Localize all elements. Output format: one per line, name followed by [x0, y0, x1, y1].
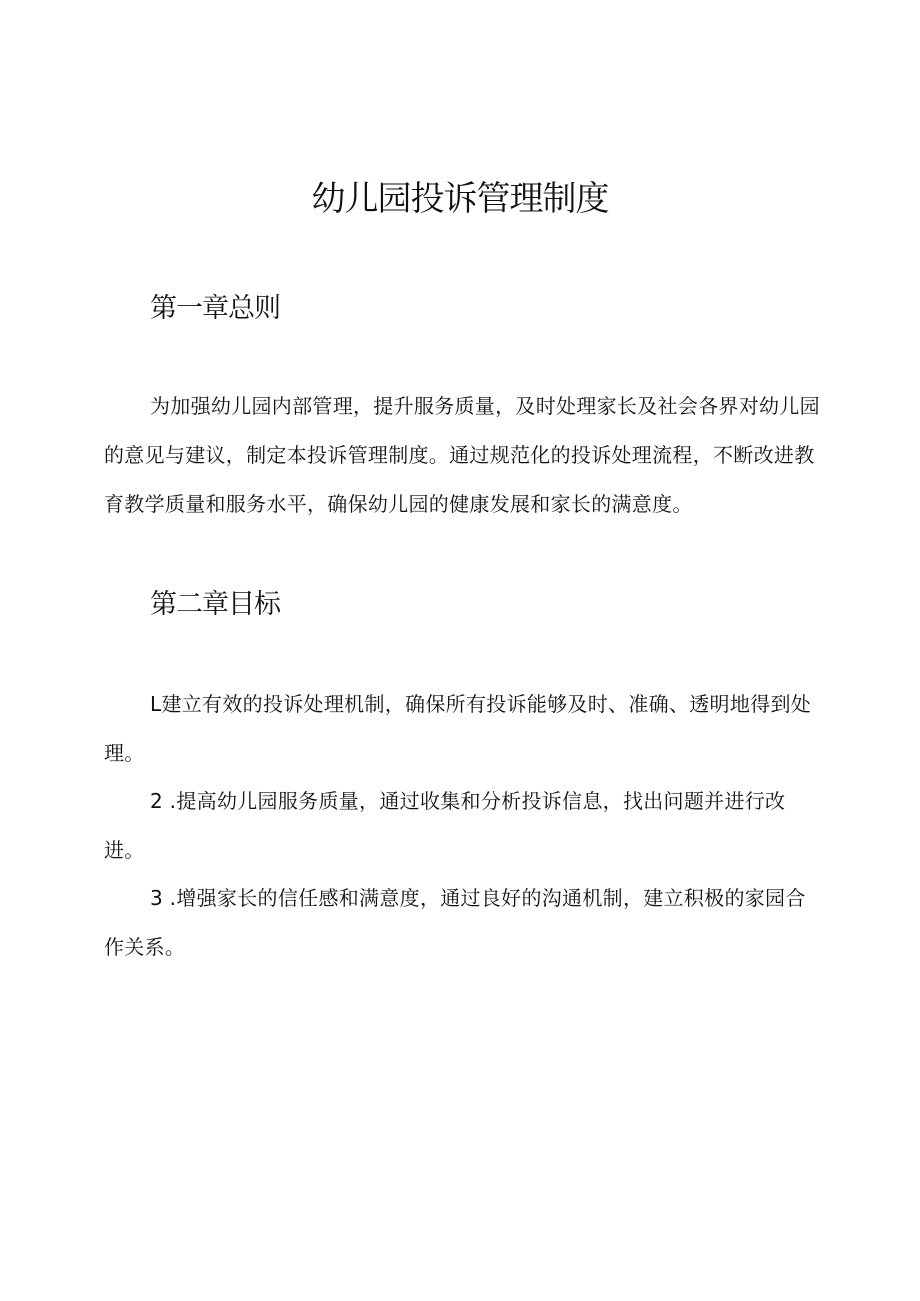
goal-item-1: L建立有效的投诉处理机制，确保所有投诉能够及时、准确、透明地得到处理。 — [104, 692, 812, 765]
goal-item-2: 2 .提高幼儿园服务质量，通过收集和分析投诉信息，找出问题并进行改进。 — [104, 789, 786, 862]
goal-item-3: 3 .增强家长的信任感和满意度，通过良好的沟通机制，建立积极的家园合作关系。 — [104, 886, 806, 959]
chapter-2-heading: 第二章目标 — [150, 589, 280, 620]
chapter-1-paragraph: 为加强幼儿园内部管理，提升服务质量，及时处理家长及社会各界对幼儿园的意见与建议，制定本投诉管理制度。通过规范化的投诉处理流程，不断改进教育教学质量和服务水平，确保幼儿园的健康发展和家长的满意度。 — [104, 394, 820, 516]
chapter-1-heading: 第一章总则 — [150, 293, 280, 324]
document-title: 幼儿园投诉管理制度 — [311, 179, 609, 219]
